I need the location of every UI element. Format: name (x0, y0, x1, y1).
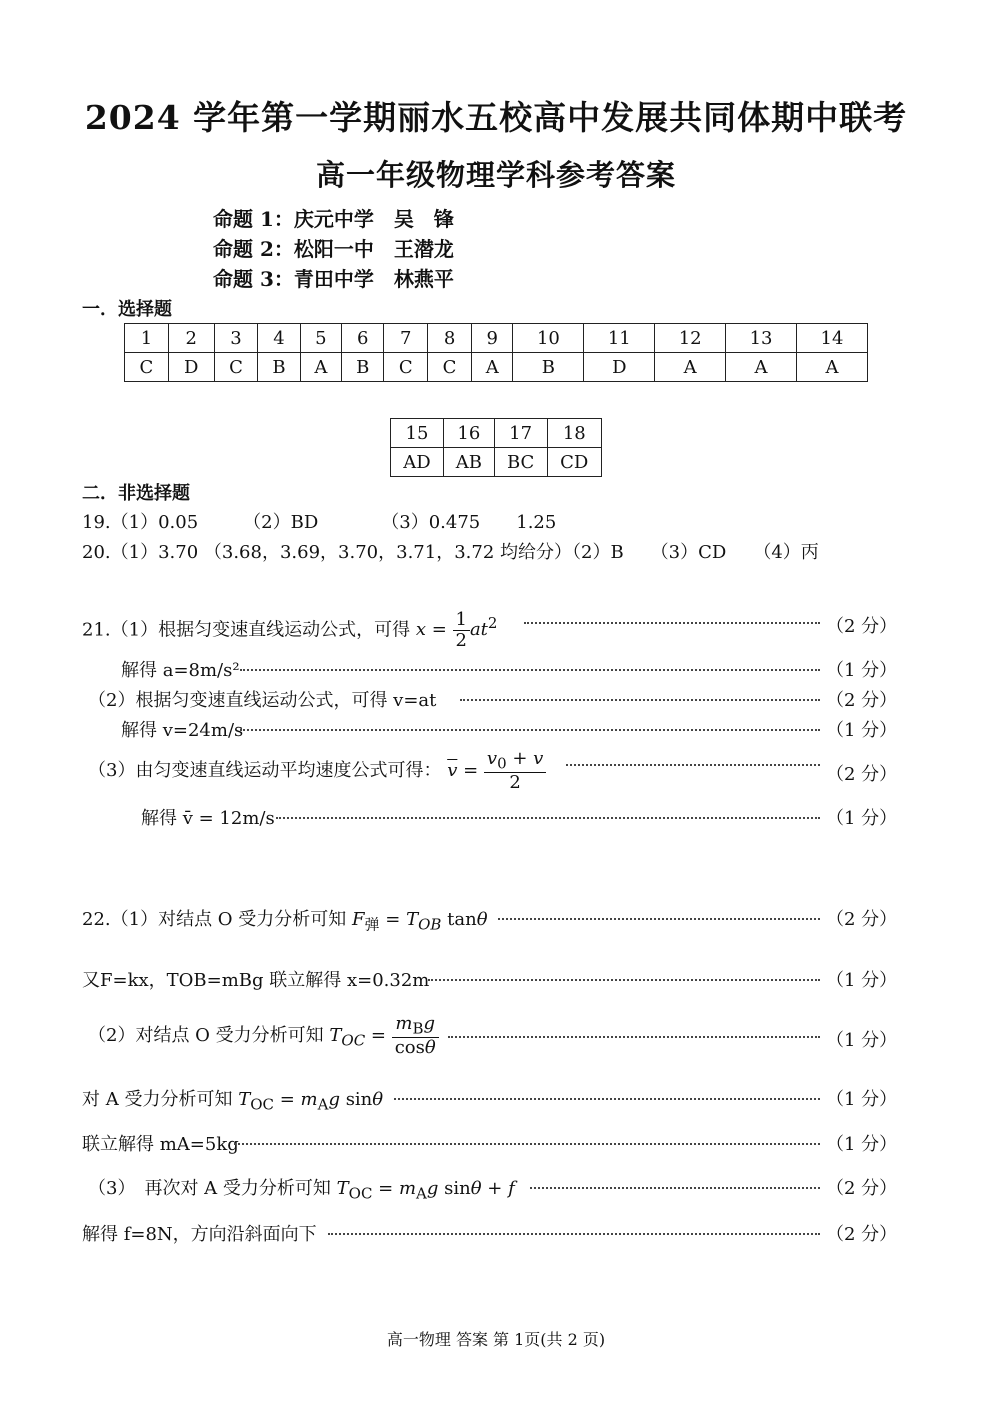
question-number: 9 (471, 324, 513, 353)
leader-dots (460, 699, 820, 701)
answer-line (0, 1130, 992, 1160)
answer-line (0, 604, 992, 651)
answer-line (0, 1085, 992, 1115)
leader-dots (328, 1233, 820, 1235)
answer-q20: 20.（1）3.70 （3.68，3.69，3.70，3.71，3.72 均给分）（2）B （3）CD （4）丙 (82, 542, 819, 563)
score: （1 分） (826, 720, 898, 741)
score: （1 分） (826, 1089, 898, 1110)
answer-line (0, 744, 992, 800)
formula: $T_{OC}$ = $\frac{m_Bg}{\cos\theta}$ (329, 1025, 438, 1046)
score: （1 分） (826, 808, 898, 829)
page-subtitle: 高一年级物理学科参考答案 (315, 158, 676, 192)
answer-cell: A (726, 353, 797, 382)
question-number: 12 (655, 324, 726, 353)
answer-text: 联立解得 mA=5kg (82, 1134, 239, 1155)
question-number: 4 (258, 324, 300, 353)
page-title: 2024 学年第一学期丽水五校高中发展共同体期中联考 (84, 98, 908, 137)
table-row-answers (391, 448, 602, 477)
leader-dots (530, 1187, 820, 1189)
question-number: 7 (384, 324, 428, 353)
answer-cell: B (513, 353, 584, 382)
score: （2 分） (826, 1224, 898, 1245)
leader-dots (276, 817, 820, 819)
score: （1 分） (826, 660, 898, 681)
leader-dots (428, 979, 820, 981)
formula: $\overline{v}$ = $\frac{v_0 + v}{2}$ (447, 760, 546, 781)
leader-dots (524, 622, 820, 624)
leader-dots (234, 1143, 820, 1145)
score: （2 分） (826, 764, 898, 785)
answer-cell: BC (494, 448, 547, 477)
answer-text: （2）对结点 O 受力分析可知 (88, 1024, 324, 1046)
answer-text: 解得 f=8N，方向沿斜面向下 (82, 1224, 317, 1245)
question-number: 15 (391, 419, 444, 448)
question-number: 10 (513, 324, 584, 353)
answer-cell: D (584, 353, 655, 382)
score: （2 分） (826, 1178, 898, 1199)
answer-q19: 19.（1）0.05 （2）BD （3）0.475 1.25 (82, 512, 557, 533)
answer-line (0, 686, 992, 716)
page-footer: 高一物理 答案 第 1页(共 2 页) (386, 1330, 606, 1349)
leader-dots (566, 764, 820, 766)
answer-cell: C (384, 353, 428, 382)
answer-cell: A (300, 353, 342, 382)
answer-text: 解得 v̄ = 12m/s (141, 808, 275, 829)
answer-text: 对 A 受力分析可知 (82, 1089, 233, 1110)
answer-line (0, 1174, 992, 1204)
answer-cell: D (168, 353, 214, 382)
answer-cell: C (214, 353, 258, 382)
question-number: 6 (342, 324, 384, 353)
answer-table-1 (124, 323, 868, 382)
question-number: 18 (547, 419, 601, 448)
table-row-answers (125, 353, 868, 382)
answer-line (0, 716, 992, 746)
answer-text: 解得 a=8m/s² (121, 660, 240, 681)
answer-text: （3）由匀变速直线运动平均速度公式可得： (88, 759, 442, 781)
question-number: 11 (584, 324, 655, 353)
answer-text: 又F=kx，TOB=mBg 联立解得 x=0.32m (82, 970, 430, 991)
question-number: 17 (494, 419, 547, 448)
score: （1 分） (826, 1134, 898, 1155)
answer-text: 解得 v=24m/s (121, 720, 244, 741)
answer-cell: C (428, 353, 472, 382)
table-row-numbers (125, 324, 868, 353)
answer-line (0, 905, 992, 935)
table-row-numbers (391, 419, 602, 448)
author-line: 命题 3：青田中学 林燕平 (213, 267, 454, 291)
answer-cell: A (655, 353, 726, 382)
question-number: 16 (443, 419, 494, 448)
score: （2 分） (826, 690, 898, 711)
author-line: 命题 2：松阳一中 王潜龙 (213, 237, 454, 261)
answer-cell: C (125, 353, 169, 382)
answer-cell: CD (547, 448, 601, 477)
answer-line (0, 804, 992, 834)
question-number: 8 (428, 324, 472, 353)
formula: x = $\frac{1}{2}$ $at^2$ (415, 609, 498, 651)
question-number: 13 (726, 324, 797, 353)
answer-line (0, 656, 992, 686)
answer-cell: AD (391, 448, 444, 477)
question-number: 5 (300, 324, 342, 353)
formula: $T_{OC} = m_Ag$ sinθ (238, 1089, 384, 1114)
leader-dots (240, 669, 820, 671)
answer-table-2 (390, 418, 602, 477)
answer-cell: B (258, 353, 300, 382)
answer-text: （2）根据匀变速直线运动公式，可得 v=at (88, 690, 437, 711)
formula: $T_{OC} = m_Ag$ sinθ + f (336, 1178, 515, 1203)
answer-line (0, 1220, 992, 1250)
section-heading-choice: 一．选择题 (82, 299, 172, 320)
answer-text: 22.（1）对结点 O 受力分析可知 (82, 909, 347, 930)
author-line: 命题 1：庆元中学 吴 锋 (213, 207, 454, 231)
score: （2 分） (826, 616, 898, 637)
section-heading-nonchoice: 二．非选择题 (82, 483, 190, 504)
answer-text: 21.（1）根据匀变速直线运动公式，可得 (82, 619, 411, 641)
leader-dots (394, 1098, 820, 1100)
leader-dots (240, 729, 820, 731)
question-number: 2 (168, 324, 214, 353)
question-number: 3 (214, 324, 258, 353)
leader-dots (448, 1036, 820, 1038)
question-number: 14 (796, 324, 867, 353)
answer-line (0, 966, 992, 996)
leader-dots (498, 918, 820, 920)
score: （2 分） (826, 909, 898, 930)
answer-cell: A (471, 353, 513, 382)
question-number: 1 (125, 324, 169, 353)
answer-cell: B (342, 353, 384, 382)
answer-cell: AB (443, 448, 494, 477)
score: （1 分） (826, 1030, 898, 1051)
score: （1 分） (826, 970, 898, 991)
answer-text: （3） 再次对 A 受力分析可知 (88, 1178, 331, 1199)
answer-line (0, 1012, 992, 1068)
answer-cell: A (796, 353, 867, 382)
formula: $F_弹 = T_{OB}$ tanθ (352, 909, 488, 934)
